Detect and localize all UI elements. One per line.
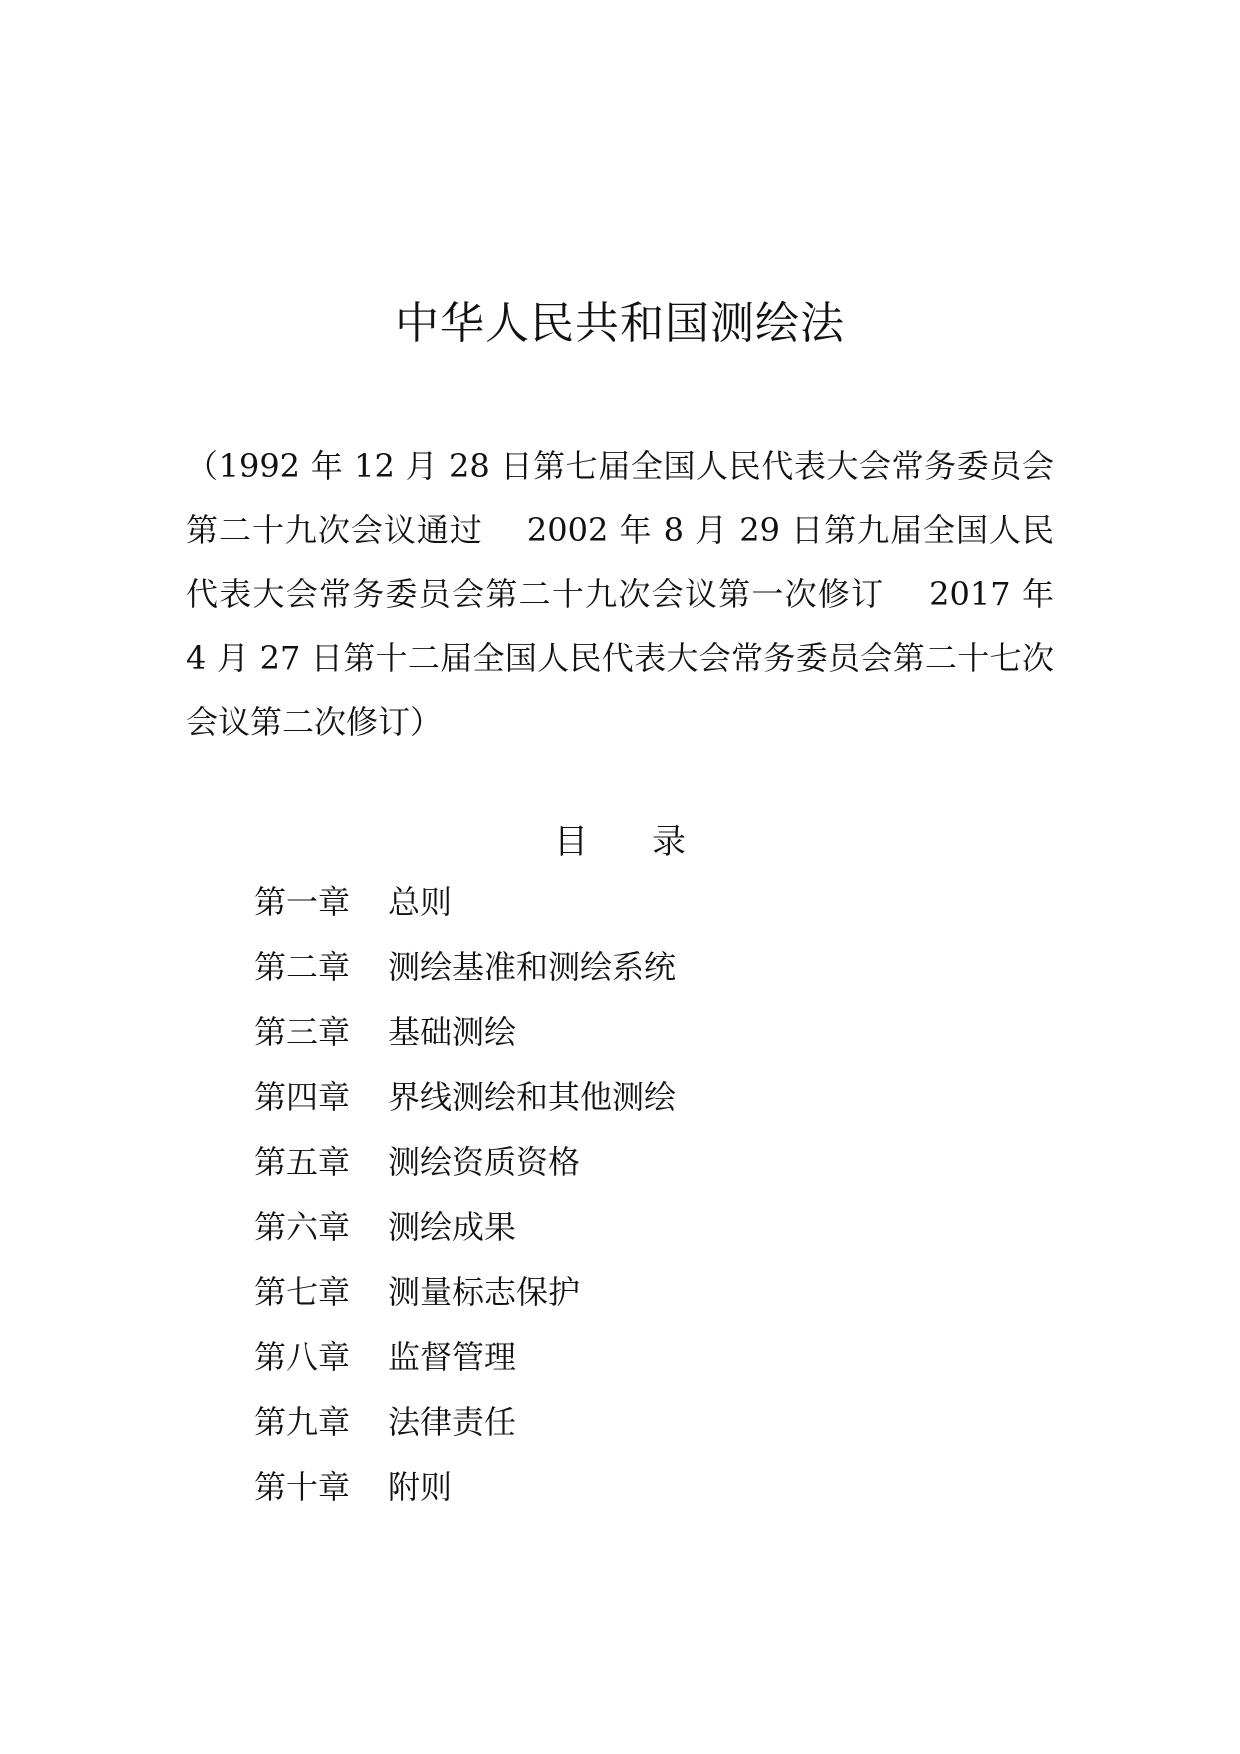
toc-chapter-title: 测绘资质资格 <box>388 1143 581 1181</box>
toc-chapter-number: 第八章 <box>254 1338 351 1376</box>
toc-item <box>254 878 676 943</box>
toc-chapter-number: 第七章 <box>254 1273 351 1311</box>
toc-item <box>254 1008 676 1073</box>
toc-item <box>254 1138 676 1203</box>
toc-chapter-number: 第四章 <box>254 1078 351 1116</box>
toc-chapter-number: 第九章 <box>254 1403 351 1441</box>
legislative-history: （1992 年 12 月 28 日第七届全国人民代表大会常务委员会第二十九次会议通过 2002 年 8 月 29 日第九届全国人民代表大会常务委员会第二十九次会议第一次修订 2017 年 4 月 27 日第十二届全国人民代表大会常务委员会第二十七次会议第二次修订） <box>186 447 1054 741</box>
toc-chapter-number: 第五章 <box>254 1143 351 1181</box>
toc-chapter-number: 第六章 <box>254 1208 351 1246</box>
toc-item <box>254 1203 676 1268</box>
toc-heading-right: 录 <box>652 822 686 862</box>
toc-chapter-title: 法律责任 <box>388 1403 517 1441</box>
toc-chapter-title: 监督管理 <box>388 1338 517 1376</box>
toc-item <box>254 1463 676 1528</box>
toc-chapter-title: 界线测绘和其他测绘 <box>388 1078 677 1116</box>
toc-chapter-title: 附则 <box>388 1468 453 1506</box>
toc-chapter-title: 基础测绘 <box>388 1013 517 1051</box>
toc-chapter-number: 第一章 <box>254 883 351 921</box>
document-title: 中华人民共和国测绘法 <box>395 298 845 349</box>
toc-chapter-number: 第二章 <box>254 948 351 986</box>
toc-item <box>254 1398 676 1463</box>
toc-chapter-number: 第三章 <box>254 1013 351 1051</box>
toc-chapter-number: 第十章 <box>254 1468 351 1506</box>
toc-item <box>254 1073 676 1138</box>
toc-chapter-title: 测量标志保护 <box>388 1273 581 1311</box>
toc-heading-left: 目 <box>554 822 588 862</box>
toc-item <box>254 1268 676 1333</box>
toc-item <box>254 1333 676 1398</box>
toc-list <box>254 878 676 1528</box>
toc-chapter-title: 测绘成果 <box>388 1208 517 1246</box>
toc-chapter-title: 测绘基准和测绘系统 <box>388 948 677 986</box>
toc-chapter-title: 总则 <box>388 883 453 921</box>
toc-item <box>254 943 676 1008</box>
toc-heading <box>0 818 1240 866</box>
